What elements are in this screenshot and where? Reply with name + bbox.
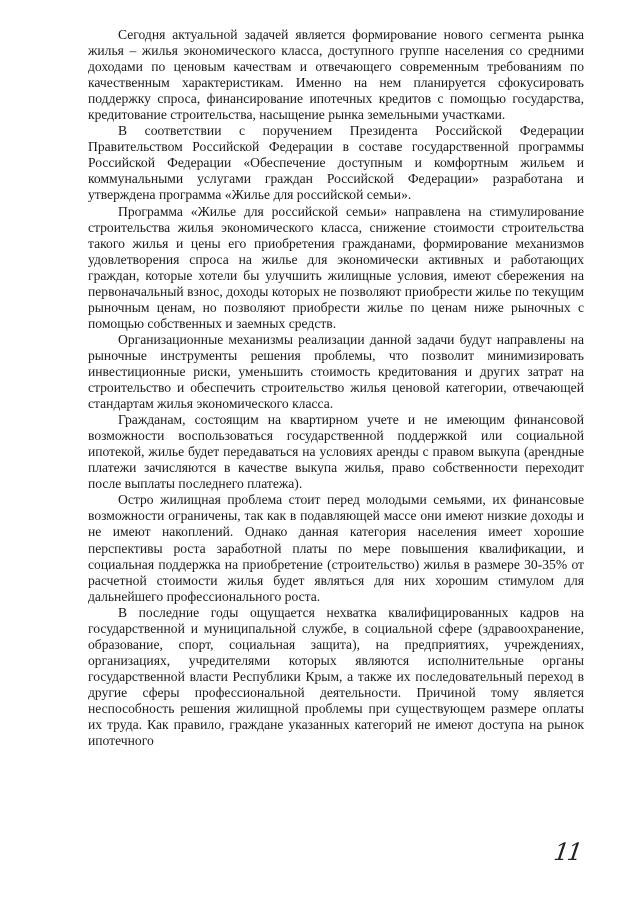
paragraph-rental-with-purchase: Гражданам, состоящим на квартирном учете и не имеющим финансовой возможности воспользоваться государственной поддержкой или социальной ипотекой, жилье будет передаваться на условиях аренды с правом выкупа (арендные платежи зачисляются в качестве выкупа жилья, право собственности переходит после выплаты последнего платежа). xyxy=(88,412,584,492)
handwritten-page-number: 11 xyxy=(552,838,583,866)
paragraph-qualified-personnel: В последние годы ощущается нехватка квалифицированных кадров на государственной и муниципальной службе, в социальной сфере (здравоохранение, образование, спорт, социальная защита), на предприятиях, учреждениях, организациях, учредителями которых являются исполнительные органы государственной власти Республики Крым, а также их последовательный переход в другие сферы профессиональной деятельности. Причиной тому является неспособность решения жилищной проблемы при существующем размере оплаты их труда. Как правило, граждане указанных категорий не имеют доступа на рынок ипотечного xyxy=(88,604,584,749)
paragraph-government-program: В соответствии с поручением Президента Российской Федерации Правительством Российской Федерации в составе государственной программы Российской Федерации «Обеспечение доступным и комфортным жильем и коммунальными услугами граждан Российской Федерации» разработана и утверждена программа «Жилье для российской семьи». xyxy=(88,123,584,203)
paragraph-young-families: Остро жилищная проблема стоит перед молодыми семьями, их финансовые возможности ограничены, так как в подавляющей массе они имеют низкие доходы и не имеют накоплений. Однако данная категория населения имеет хорошие перспективы роста заработной платы по мере повышения квалификации, и социальная поддержка на приобретение (строительство) жилья в размере 30-35% от расчетной стоимости жилья будет являться для них хорошим стимулом для дальнейшего профессионального роста. xyxy=(88,492,584,604)
paragraph-economy-class-housing: Сегодня актуальной задачей является формирование нового сегмента рынка жилья – жилья экономического класса, доступного группе населения со средними доходами по ценовым качествам и отвечающего современным требованиям по качественным характеристикам. Именно на нем планируется сфокусировать поддержку спроса, финансирование ипотечных кредитов с помощью государства, кредитование строительства, насыщение рынка земельными участками. xyxy=(88,27,584,123)
document-body xyxy=(88,27,584,749)
paragraph-program-goals: Программа «Жилье для российской семьи» направлена на стимулирование строительства жилья экономического класса, снижение стоимости строительства такого жилья и цены его приобретения гражданами, формирование механизмов удовлетворения спроса на жилье для экономически активных и работающих граждан, которые хотели бы улучшить жилищные условия, имеют сбережения на первоначальный взнос, доходы которых не позволяют приобрести жилье по текущим рыночным ценам, но позволяют приобрести жилье по ценам ниже рыночных с помощью собственных и заемных средств. xyxy=(88,203,584,331)
paragraph-organizational-mechanisms: Организационные механизмы реализации данной задачи будут направлены на рыночные инструменты решения проблемы, что позволит минимизировать инвестиционные риски, уменьшить стоимость кредитования и других затрат на строительство и обеспечить строительство жилья ценовой категории, отвечающей стандартам жилья экономического класса. xyxy=(88,331,584,412)
